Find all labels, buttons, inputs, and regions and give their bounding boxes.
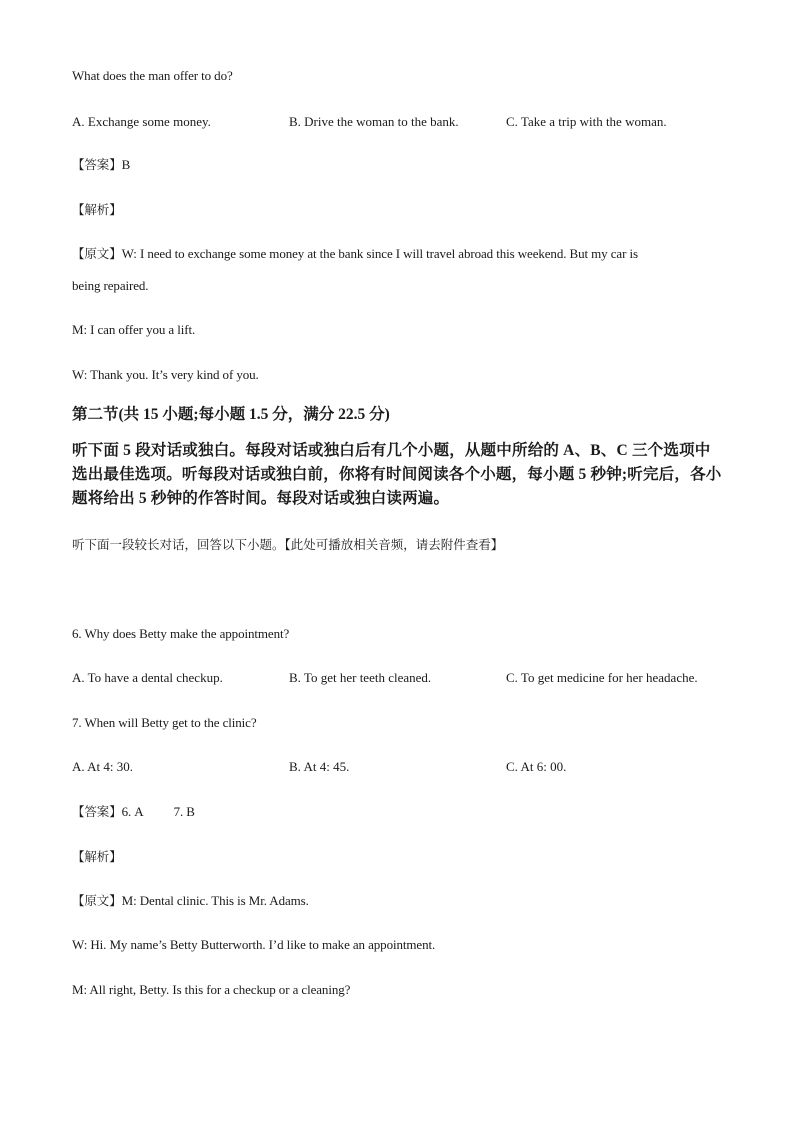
- question-6: 6. Why does Betty make the appointment?: [72, 626, 290, 641]
- option-prev-c: C. Take a trip with the woman.: [506, 114, 667, 129]
- section-heading: 第二节(共 15 小题;每小题 1.5 分，满分 22.5 分): [72, 406, 390, 423]
- question-prev: What does the man offer to do?: [72, 68, 233, 83]
- transcript-prev-4: W: Thank you. It’s very kind of you.: [72, 367, 259, 382]
- transcript-prev-3: M: I can offer you a lift.: [72, 322, 196, 337]
- option-7-c: C. At 6: 00.: [506, 759, 567, 774]
- option-6-c: C. To get medicine for her headache.: [506, 670, 698, 685]
- option-6-a: A. To have a dental checkup.: [72, 670, 223, 685]
- answer-7: 7. B: [173, 804, 195, 819]
- option-6-b: B. To get her teeth cleaned.: [289, 670, 432, 685]
- option-prev-b: B. Drive the woman to the bank.: [289, 114, 459, 129]
- transcript-group-1: [72, 893, 309, 909]
- answer-label: 【答案】: [72, 157, 122, 172]
- answer-6: 6. A: [121, 804, 144, 819]
- source-label: 【原文】: [72, 893, 122, 908]
- sub-instruction: 听下面一段较长对话，回答以下小题。【此处可播放相关音频，请去附件查看】: [72, 537, 504, 552]
- option-7-a: A. At 4: 30.: [72, 759, 134, 774]
- transcript-prev-2: being repaired.: [72, 278, 149, 293]
- transcript-text: W: I need to exchange some money at the bank since I will travel abroad this weekend. But my car is: [121, 246, 638, 261]
- transcript-prev-1: [72, 246, 638, 262]
- analysis-label-prev: 【解析】: [72, 202, 122, 217]
- transcript-group-2: W: Hi. My name’s Betty Butterworth. I’d like to make an appointment.: [72, 937, 436, 952]
- answer-label: 【答案】: [72, 804, 122, 819]
- analysis-label-group: 【解析】: [72, 849, 122, 864]
- source-label: 【原文】: [72, 246, 122, 261]
- section-instructions: 听下面 5 段对话或独白。每段对话或独白后有几个小题，从题中所给的 A、B、C 三个选项中选出最佳选项。听每段对话或独白前，你将有时间阅读各个小题，每小题 5 秒钟;听完后，各小题将给出 5 秒钟的作答时间。每段对话或独白读两遍。: [72, 442, 722, 507]
- question-7: 7. When will Betty get to the clinic?: [72, 715, 257, 730]
- option-7-b: B. At 4: 45.: [289, 759, 350, 774]
- answer-group: [72, 804, 195, 820]
- answer-prev: [72, 157, 130, 173]
- option-prev-a: A. Exchange some money.: [72, 114, 211, 129]
- transcript-group-3: M: All right, Betty. Is this for a checkup or a cleaning?: [72, 982, 351, 997]
- transcript-text: M: Dental clinic. This is Mr. Adams.: [121, 893, 309, 908]
- answer-value: B: [121, 157, 131, 172]
